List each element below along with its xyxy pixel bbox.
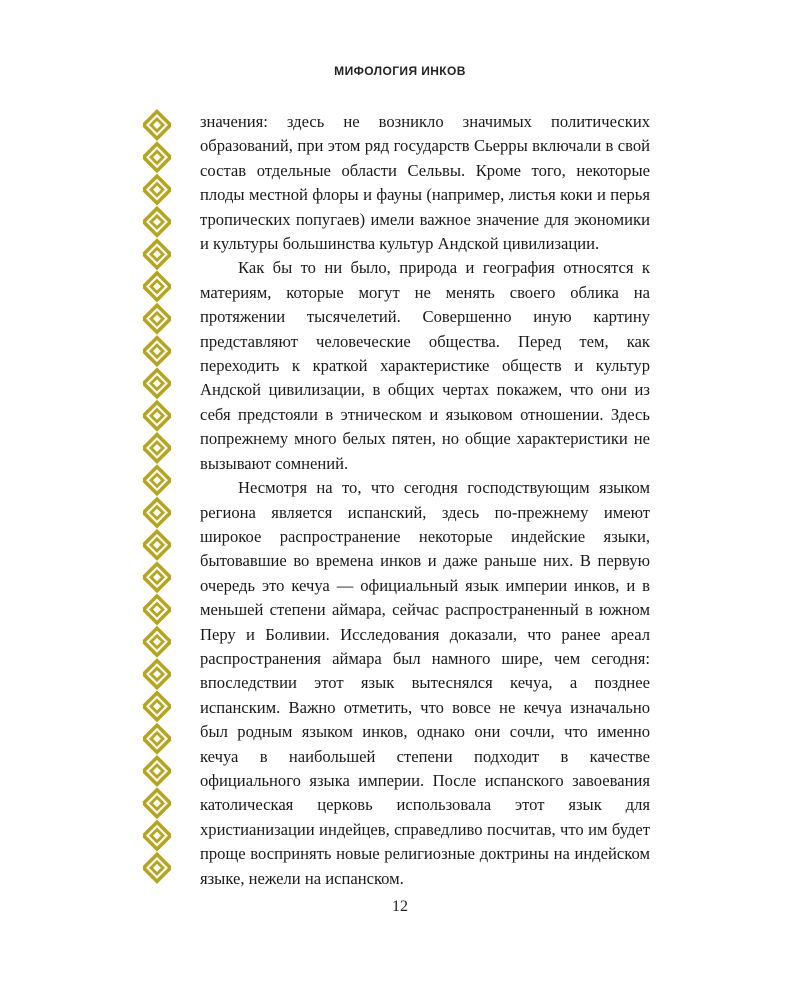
ornament-diamond	[140, 529, 174, 561]
ornament-diamond	[140, 400, 174, 432]
ornament-diamond	[140, 464, 174, 496]
ornament-diamond	[140, 755, 174, 787]
ornament-diamond	[140, 787, 174, 819]
ornament-diamond	[140, 723, 174, 755]
ornament-diamond	[140, 658, 174, 690]
running-title: МИФОЛОГИЯ ИНКОВ	[334, 64, 466, 78]
ornament-diamond	[140, 271, 174, 303]
ornament-diamond	[140, 690, 174, 722]
ornament-diamond	[140, 141, 174, 173]
ornament-diamond	[140, 367, 174, 399]
ornament-diamond	[140, 432, 174, 464]
ornament-diamond	[140, 206, 174, 238]
ornament-diamond	[140, 174, 174, 206]
andean-diamond-pattern-icon	[140, 108, 174, 884]
paragraph: значения: здесь не возникло значимых политических образований, при этом ряд государств Сьерры включали в свой состав отдельные области Сельвы. Кроме того, некоторые плоды местной флоры и фауны (например, листья коки и перья тропических попугаев) имели важное значение для экономики и культуры большинства культур Андской цивилизации.	[200, 112, 650, 254]
ornament-diamond	[140, 561, 174, 593]
ornament-diamond	[140, 594, 174, 626]
ornament-diamond	[140, 109, 174, 141]
ornament-diamond	[140, 303, 174, 335]
ornament-diamond	[140, 626, 174, 658]
paragraph: Как бы то ни было, природа и география относятся к материям, которые могут не менять своего облика на протяжении тысячелетий. Совершенно иную картину представляют человеческие общества. Перед тем, как переходить к краткой характеристике обществ и культур Андской цивилизации, в общих чертах покажем, что они из себя предстояли в этническом и языковом отношении. Здесь попрежнему много белых пятен, но общие характеристики не вызывают сомнений.	[200, 258, 650, 473]
ornament-diamond	[140, 497, 174, 529]
paragraph: Несмотря на то, что сегодня господствующим языком региона является испанский, здесь по-прежнему имеют широкое распространение некоторые индейские языки, бытовавшие во времена инков и даже раньше них. В первую очередь это кечуа — официальный язык империи инков, и в меньшей степени аймара, сейчас распространенный в южном Перу и Боливии. Исследования доказали, что ранее ареал распространения аймара был намного шире, чем сегодня: впоследствии этот язык вытеснялся кечуа, а позднее испанским. Важно отметить, что вовсе не кечуа изначально был родным языком инков, однако они сочли, что именно кечуа в наибольшей степени подходит в качестве официального языка империи. После испанского завоевания католическая церковь использовала этот язык для христианизации индейцев, справедливо посчитав, что им будет проще воспринять новые религиозные доктрины на индейском языке, нежели на испанском.	[200, 478, 650, 888]
ornament-diamond	[140, 820, 174, 852]
body-text	[200, 110, 650, 891]
page-number: 12	[392, 898, 408, 915]
ornament-diamond	[140, 335, 174, 367]
ornament-diamond	[140, 238, 174, 270]
ornament-diamond	[140, 852, 174, 884]
